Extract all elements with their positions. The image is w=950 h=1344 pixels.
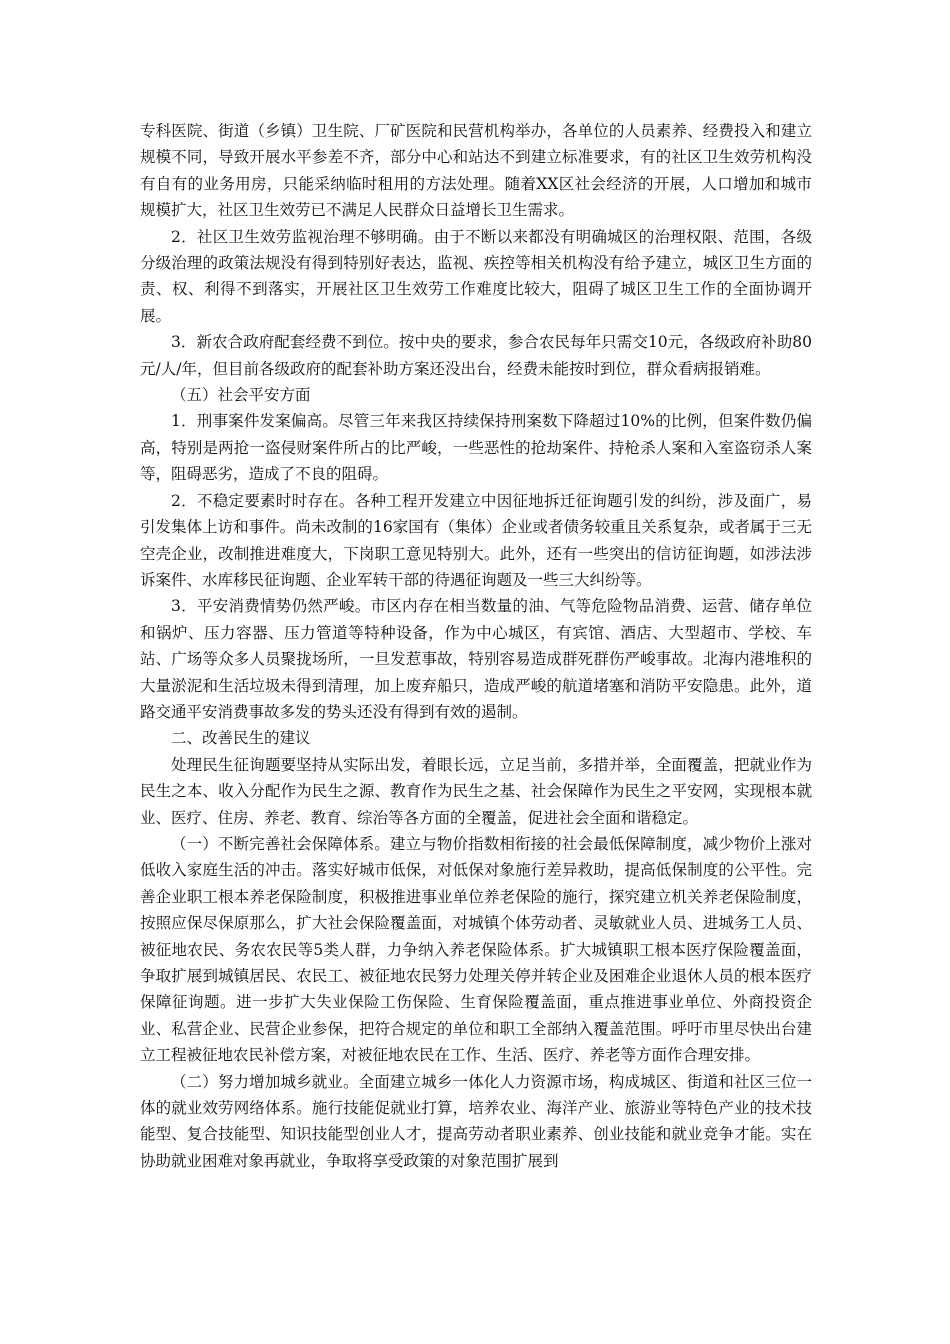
paragraph: 专科医院、街道（乡镇）卫生院、厂矿医院和民营机构举办，各单位的人员素养、经费投入和建立规模不同，导致开展水平参差不齐，部分中心和站达不到建立标准要求，有的社区卫生效劳机构没有自有的业务用房，只能采纳临时租用的方法处理。随着XX区社会经济的开展，人口增加和城市规模扩大，社区卫生效劳已不满足人民群众日益增长卫生需求。 [140,122,812,220]
paragraph: 处理民生征询题要坚持从实际出发，着眼长远，立足当前，多措并举，全面覆盖，把就业作为民生之本、收入分配作为民生之源、教育作为民生之基、社会保障作为民生之平安网，实现根本就业、医疗、住房、养老、教育、综治等各方面的全覆盖，促进社会全面和谐稳定。 [140,755,812,827]
paragraph: 2．不稳定要素时时存在。各种工程开发建立中因征地拆迁征询题引发的纠纷，涉及面广，易引发集体上访和事件。尚未改制的16家国有（集体）企业或者债务较重且关系复杂，或者属于三无空壳企业，改制推进难度大，下岗职工意见特别大。此外，还有一些突出的信访征询题，如涉法涉诉案件、水库移民征询题、企业军转干部的待遇征询题及一些三大纠纷等。 [140,491,812,589]
paragraph: （二）努力增加城乡就业。全面建立城乡一体化人力资源市场，构成城区、街道和社区三位一体的就业效劳网络体系。施行技能促就业打算，培养农业、海洋产业、旅游业等特色产业的技术技能型、复合技能型、知识技能型创业人才，提高劳动者职业素养、创业技能和就业竞争才能。实在协助就业困难对象再就业，争取将享受政策的对象范围扩展到 [140,1072,812,1170]
paragraph: （一）不断完善社会保障体系。建立与物价指数相衔接的社会最低保障制度，减少物价上涨对低收入家庭生活的冲击。落实好城市低保，对低保对象施行差异救助，提高低保制度的公平性。完善企业职工根本养老保险制度，积极推进事业单位养老保险的施行，探究建立机关养老保险制度，按照应保尽保原那么，扩大社会保险覆盖面，对城镇个体劳动者、灵敏就业人员、进城务工人员、被征地农民、务农农民等5类人群，力争纳入养老保险体系。扩大城镇职工根本医疗保险覆盖面，争取扩展到城镇居民、农民工、被征地农民努力处理关停并转企业及困难企业退休人员的根本医疗保障征询题。进一步扩大失业保险工伤保险、生育保险覆盖面，重点推进事业单位、外商投资企业、私营企业、民营企业参保，把符合规定的单位和职工全部纳入覆盖范围。呼吁市里尽快出台建立工程被征地农民补偿方案，对被征地农民在工作、生活、医疗、养老等方面作合理安排。 [140,834,812,1065]
section-heading: 二、改善民生的建议 [171,729,311,748]
document-body [140,118,812,1174]
section-heading: （五）社会平安方面 [171,386,311,405]
paragraph: 3．平安消费情势仍然严峻。市区内存在相当数量的油、气等危险物品消费、运营、储存单位和锅炉、压力容器、压力管道等特种设备，作为中心城区，有宾馆、酒店、大型超市、学校、车站、广场等众多人员聚拢场所，一旦发惹事故，特别容易造成群死群伤严峻事故。北海内港堆积的大量淤泥和生活垃圾未得到清理，加上废弃船只，造成严峻的航道堵塞和消防平安隐患。此外，道路交通平安消费事故多发的势头还没有得到有效的遏制。 [140,597,812,721]
paragraph: 2．社区卫生效劳监视治理不够明确。由于不断以来都没有明确城区的治理权限、范围，各级分级治理的政策法规没有得到特别好表达，监视、疾控等相关机构没有给予建立，城区卫生方面的责、权、利得不到落实，开展社区卫生效劳工作难度比较大，阻碍了城区卫生工作的全面协调开展。 [140,227,812,325]
paragraph: 1．刑事案件发案偏高。尽管三年来我区持续保持刑案数下降超过10%的比例，但案件数仍偏高，特别是两抢一盗侵财案件所占的比严峻，一些恶性的抢劫案件、持枪杀人案和入室盗窃杀人案等，阻碍恶劣，造成了不良的阻碍。 [140,412,812,484]
paragraph: 3．新农合政府配套经费不到位。按中央的要求，参合农民每年只需交10元，各级政府补助80元/人/年，但目前各级政府的配套补助方案还没出台，经费未能按时到位，群众看病报销难。 [140,333,812,378]
